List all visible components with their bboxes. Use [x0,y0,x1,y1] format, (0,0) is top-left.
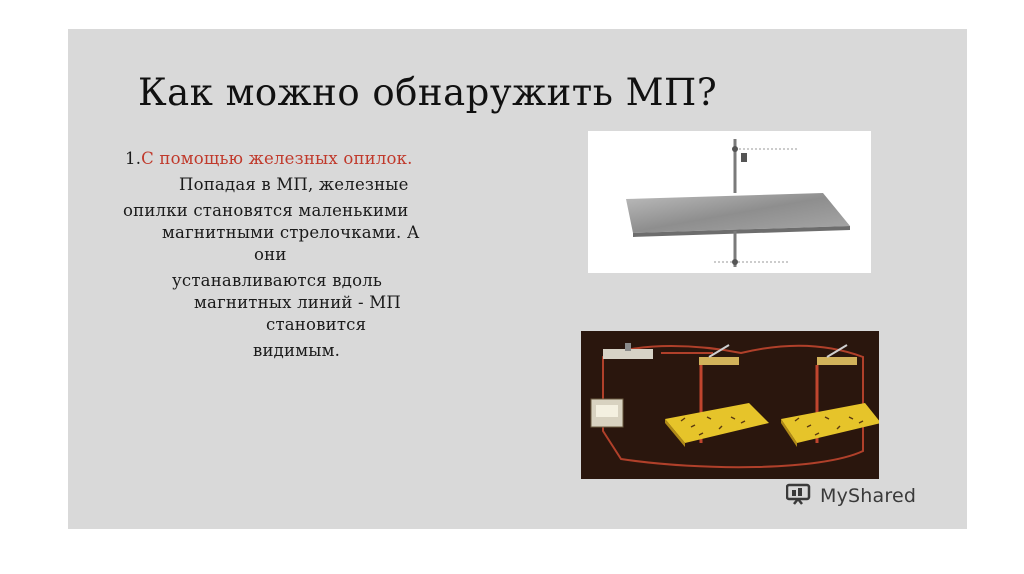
slide-title: Как можно обнаружить МП? [138,71,718,114]
body-line-4: они [254,245,287,264]
body-line-2: опилки становятся маленькими [123,201,409,220]
slide [68,29,967,529]
body-line-8: видимым. [253,341,341,360]
myshared-logo-text: MyShared [820,485,917,507]
myshared-logo-icon [786,483,816,509]
myshared-watermark [786,483,916,509]
body-line-3: магнитными стрелочками. А [162,223,420,242]
body-line-1: Попадая в МП, железные [179,175,409,194]
list-heading: С помощью железных опилок. [141,149,413,168]
body-line-7: становится [266,315,367,334]
list-item-heading [125,149,413,168]
body-line-5: устанавливаются вдоль [172,271,383,290]
circuit-with-iron-filings-image [581,331,879,479]
list-number: 1. [125,149,142,168]
body-line-6: магнитных линий - МП [194,293,401,312]
magnet-field-apparatus-image [588,131,871,273]
